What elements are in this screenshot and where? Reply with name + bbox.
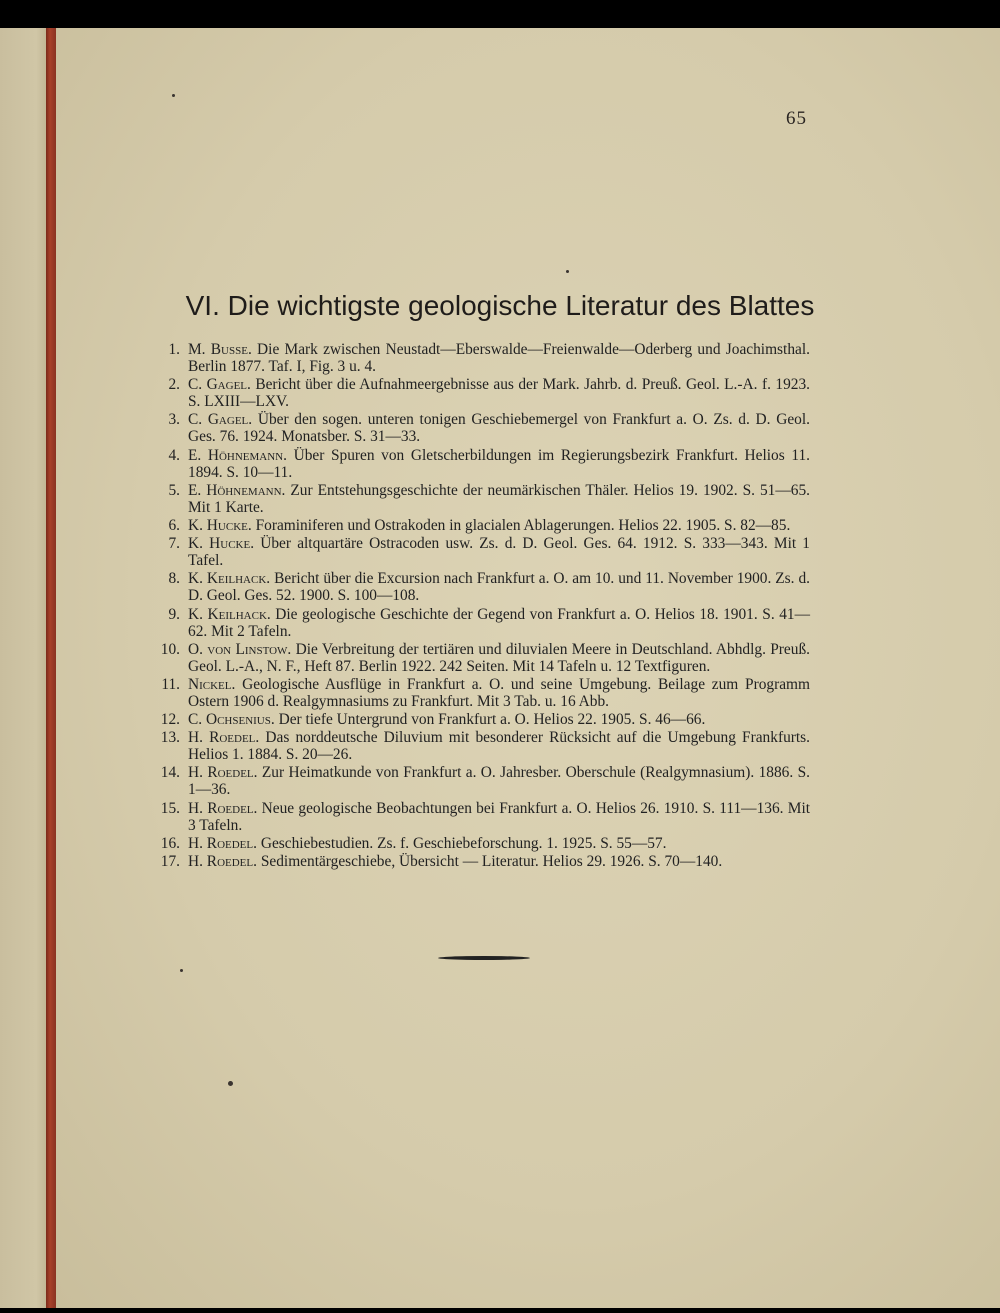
literature-list [158, 341, 810, 871]
entry-author: H. Roedel. [188, 799, 258, 817]
list-item: 1. M. Busse. Die Mark zwischen Neustadt—Eberswalde—Freienwalde—Oderberg und Joachimsthal. Berlin 1877. Taf. I, Fig. 3 u. 4. [168, 341, 810, 375]
list-item: 3. C. Gagel. Über den sogen. unteren tonigen Geschiebemergel von Frankfurt a. O. Zs. d. D. Geol. Ges. 76. 1924. Monatsber. S. 31—33. [168, 411, 810, 446]
entry-author: O. von Linstow. [188, 640, 292, 658]
entry-author: E. Höhnemann. [188, 481, 286, 499]
entry-author: K. Keilhack. [188, 605, 271, 623]
list-item: 10. O. von Linstow. Die Verbreitung der tertiären und diluvialen Meere in Deutschland. Abhdlg. Preuß. Geol. L.-A., N. F., Heft 87. Berlin 1922. 242 Seiten. Mit 14 Tafeln u. 12 Textfiguren. [160, 640, 810, 675]
previous-page-edge [0, 28, 52, 1308]
entry-text: Geschiebestudien. Zs. f. Geschiebeforschung. 1. 1925. S. 55—57. [260, 834, 667, 852]
entry-text: Über altquartäre Ostracoden usw. Zs. d. D. Geol. Ges. 64. 1912. S. 333—343. Mit 1 Tafel. [188, 535, 810, 570]
entry-author: C. Gagel. [188, 376, 251, 394]
list-item: 15. H. Roedel. Neue geologische Beobachtungen bei Frankfurt a. O. Helios 26. 1910. S. 111—136. Mit 3 Tafeln. [160, 799, 811, 834]
list-item: 5. E. Höhnemann. Zur Entstehungsgeschichte der neumärkischen Thäler. Helios 19. 1902. S. 51—65. Mit 1 Karte. [168, 481, 810, 516]
entry-text: Die Mark zwischen Neustadt—Eberswalde—Freienwalde—Oderberg und Joachimsthal. Berlin 1877. Taf. I, Fig. 3 u. 4. [188, 341, 810, 375]
list-item: 6. K. Hucke. Foraminiferen und Ostrakoden in glacialen Ablagerungen. Helios 22. 1905. S. 82—85. [168, 516, 791, 534]
entry-text: Neue geologische Beobachtungen bei Frankfurt a. O. Helios 26. 1910. S. 111—136. Mit 3 Tafeln. [188, 799, 811, 834]
paper-speck [180, 969, 183, 972]
entry-author: K. Hucke. [188, 535, 255, 553]
list-item: 7. K. Hucke. Über altquartäre Ostracoden usw. Zs. d. D. Geol. Ges. 64. 1912. S. 333—343. Mit 1 Tafel. [168, 535, 810, 570]
entry-text: Sedimentärgeschiebe, Übersicht — Literatur. Helios 29. 1926. S. 70—140. [260, 853, 723, 870]
entry-text: Bericht über die Aufnahmeergebnisse aus der Mark. Jahrb. d. Preuß. Geol. L.-A. f. 1923. S. LXIII—LXV. [188, 376, 811, 411]
entry-author: H. Roedel. [188, 834, 257, 852]
entry-text: Zur Heimatkunde von Frankfurt a. O. Jahresber. Oberschule (Realgymnasium). 1886. S. 1—36. [188, 764, 810, 799]
entry-author: C. Gagel. [188, 411, 253, 429]
paper-speck [566, 270, 569, 273]
list-item: 11. Nickel. Geologische Ausflüge in Frankfurt a. O. und seine Umgebung. Beilage zum Programm Ostern 1906 d. Realgymnasiums zu Frankfurt. Mit 3 Tab. u. 16 Abb. [161, 675, 810, 710]
entry-author: H. Roedel. [188, 853, 257, 870]
entry-author: K. Keilhack. [188, 570, 271, 588]
entry-author: K. Hucke. [188, 516, 252, 534]
closing-rule [438, 956, 530, 960]
entry-author: E. Höhnemann. [188, 446, 287, 464]
entry-text: Die geologische Geschichte der Gegend von Frankfurt a. O. Helios 18. 1901. S. 41—62. Mit 2 Tafeln. [188, 605, 810, 640]
entry-author: H. Roedel. [188, 764, 258, 782]
entry-author: H. Roedel. [188, 729, 260, 747]
entry-text: Über Spuren von Gletscherbildungen im Regierungsbezirk Frankfurt. Helios 11. 1894. S. 10—11. [188, 446, 810, 481]
list-item: 9. K. Keilhack. Die geologische Geschichte der Gegend von Frankfurt a. O. Helios 18. 1901. S. 41—62. Mit 2 Tafeln. [168, 605, 810, 640]
entry-text: Das norddeutsche Diluvium mit besonderer Rücksicht auf die Umgebung Frankfurts. Helios 1. 1884. S. 20—26. [188, 729, 811, 764]
entry-text: Über den sogen. unteren tonigen Geschiebemergel von Frankfurt a. O. Zs. d. D. Geol. Ges. 76. 1924. Monatsber. S. 31—33. [188, 411, 810, 446]
entry-text: Foraminiferen und Ostrakoden in glacialen Ablagerungen. Helios 22. 1905. S. 82—85. [255, 516, 791, 534]
list-item: 13. H. Roedel. Das norddeutsche Diluvium mit besonderer Rücksicht auf die Umgebung Frankfurts. Helios 1. 1884. S. 20—26. [160, 729, 811, 764]
entry-text: Geologische Ausflüge in Frankfurt a. O. und seine Umgebung. Beilage zum Programm Ostern 1906 d. Realgymnasiums zu Frankfurt. Mit 3 Tab. u. 16 Abb. [188, 675, 810, 710]
entry-text: Zur Entstehungsgeschichte der neumärkischen Thäler. Helios 19. 1902. S. 51—65. Mit 1 Karte. [188, 481, 810, 516]
list-item: 12. C. Ochsenius. Der tiefe Untergrund von Frankfurt a. O. Helios 22. 1905. S. 46—66. [160, 711, 706, 729]
page-number: 65 [786, 108, 807, 129]
list-item: 4. E. Höhnemann. Über Spuren von Gletscherbildungen im Regierungsbezirk Frankfurt. Helios 11. 1894. S. 10—11. [168, 446, 810, 481]
entry-text: Der tiefe Untergrund von Frankfurt a. O. Helios 22. 1905. S. 46—66. [278, 711, 706, 729]
list-item: 8. K. Keilhack. Bericht über die Excursion nach Frankfurt a. O. am 10. und 11. November 1900. Zs. d. D. Geol. Ges. 52. 1900. S. 100—108. [168, 570, 810, 605]
list-item: 2. C. Gagel. Bericht über die Aufnahmeergebnisse aus der Mark. Jahrb. d. Preuß. Geol. L.-A. f. 1923. S. LXIII—LXV. [168, 376, 811, 411]
binding-fold [46, 28, 56, 1308]
paper-speck [228, 1081, 233, 1086]
list-item: 14. H. Roedel. Zur Heimatkunde von Frankfurt a. O. Jahresber. Oberschule (Realgymnasium). 1886. S. 1—36. [160, 764, 810, 799]
entry-author: M. Busse. [188, 341, 252, 358]
entry-author: C. Ochsenius. [188, 711, 275, 729]
list-item: 16. H. Roedel. Geschiebestudien. Zs. f. Geschiebeforschung. 1. 1925. S. 55—57. [160, 834, 667, 852]
entry-text: Die Verbreitung der tertiären und diluvialen Meere in Deutschland. Abhdlg. Preuß. Geol. L.-A., N. F., Heft 87. Berlin 1922. 242 Seiten. Mit 14 Tafeln u. 12 Textfiguren. [188, 640, 810, 675]
entry-text: Bericht über die Excursion nach Frankfurt a. O. am 10. und 11. November 1900. Zs. d. D. Geol. Ges. 52. 1900. S. 100—108. [188, 570, 810, 605]
paper-speck [172, 94, 175, 97]
entry-author: Nickel. [188, 675, 236, 693]
section-title: VI. Die wichtigste geologische Literatur des Blattes [185, 290, 815, 321]
list-item: 17. H. Roedel. Sedimentärgeschiebe, Übersicht — Literatur. Helios 29. 1926. S. 70—140. [160, 853, 723, 870]
